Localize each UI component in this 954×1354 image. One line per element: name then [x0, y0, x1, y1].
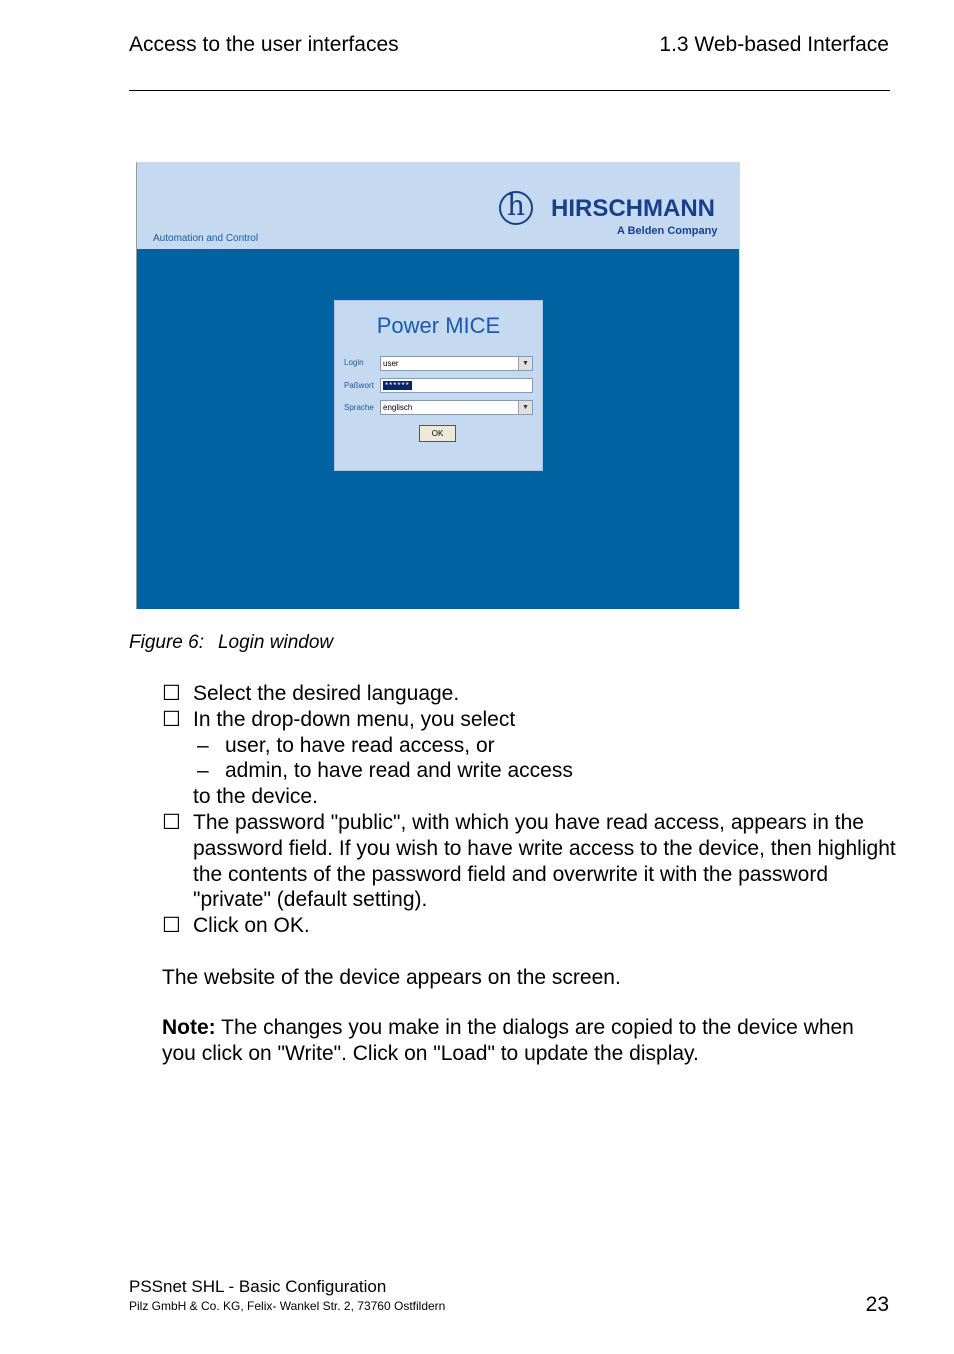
- logo-mark: h: [506, 189, 526, 222]
- password-field[interactable]: [380, 378, 533, 393]
- banner-tagline: Automation and Control: [153, 233, 259, 244]
- logo-name: HIRSCHMANN: [551, 195, 715, 222]
- dash-bullet: –: [197, 759, 209, 783]
- step-item: [162, 913, 902, 939]
- chevron-down-icon[interactable]: ▼: [518, 401, 532, 414]
- step-text: In the drop-down menu, you select: [193, 707, 516, 731]
- note-label: Note:: [162, 1016, 216, 1039]
- checkbox-icon: ☐: [162, 914, 181, 938]
- caption-number: Figure 6:: [129, 632, 204, 653]
- note-paragraph: [162, 1015, 892, 1067]
- step-item: [162, 810, 902, 913]
- chevron-down-icon[interactable]: ▼: [518, 357, 532, 370]
- sub-item: [162, 758, 902, 784]
- step-continuation: [162, 784, 902, 810]
- instruction-steps: [162, 681, 902, 939]
- note-text: The changes you make in the dialogs are copied to the device when you click on "Write". Click on "Load" to update the display.: [162, 1016, 854, 1065]
- language-select-value: englisch: [383, 403, 413, 412]
- language-select[interactable]: [380, 400, 533, 415]
- banner: [137, 163, 739, 249]
- header-rule: [129, 90, 890, 91]
- step-text: Click on OK.: [193, 914, 310, 938]
- sub-item-text: user, to have read access, or: [225, 733, 495, 757]
- checkbox-icon: ☐: [162, 682, 181, 705]
- login-dialog: [334, 300, 543, 471]
- logo-subtitle: A Belden Company: [617, 225, 718, 237]
- login-label: Login: [344, 358, 364, 367]
- step-text: Select the desired language.: [193, 682, 460, 705]
- footer-title: PSSnet SHL - Basic Configuration: [129, 1277, 387, 1296]
- caption-title: Login window: [217, 632, 334, 653]
- language-label: Sprache: [344, 403, 374, 412]
- checkbox-icon: ☐: [162, 707, 181, 731]
- sub-item: [162, 733, 902, 759]
- figure-caption: [129, 632, 333, 654]
- step-text: The password "public", with which you have read access, appears in the password field. If you wish to have write access to the device, then highlight the contents of the password field and overwrite it with the password "private" (default setting).: [193, 810, 896, 912]
- ok-button[interactable]: OK: [419, 425, 456, 442]
- step-item: [162, 681, 902, 707]
- dash-bullet: –: [197, 733, 209, 757]
- website-paragraph: The website of the device appears on the screen.: [162, 966, 621, 989]
- login-select[interactable]: [380, 356, 533, 371]
- page-header-right: 1.3 Web-based Interface: [659, 33, 889, 56]
- step-item: [162, 707, 902, 733]
- hirschmann-logo: [499, 189, 729, 239]
- password-label: Paßwort: [344, 381, 374, 390]
- checkbox-icon: ☐: [162, 810, 181, 834]
- login-title: Power MICE: [376, 313, 501, 338]
- page-number: 23: [865, 1293, 889, 1316]
- step-text: to the device.: [193, 785, 318, 809]
- sub-item-text: admin, to have read and write access: [225, 759, 573, 783]
- page-header-left: Access to the user interfaces: [129, 33, 399, 56]
- password-value: ******: [385, 381, 410, 390]
- login-window-screenshot: [136, 162, 740, 609]
- login-select-value: user: [383, 359, 399, 368]
- footer-address: Pilz GmbH & Co. KG, Felix- Wankel Str. 2, 73760 Ostfildern: [129, 1299, 446, 1313]
